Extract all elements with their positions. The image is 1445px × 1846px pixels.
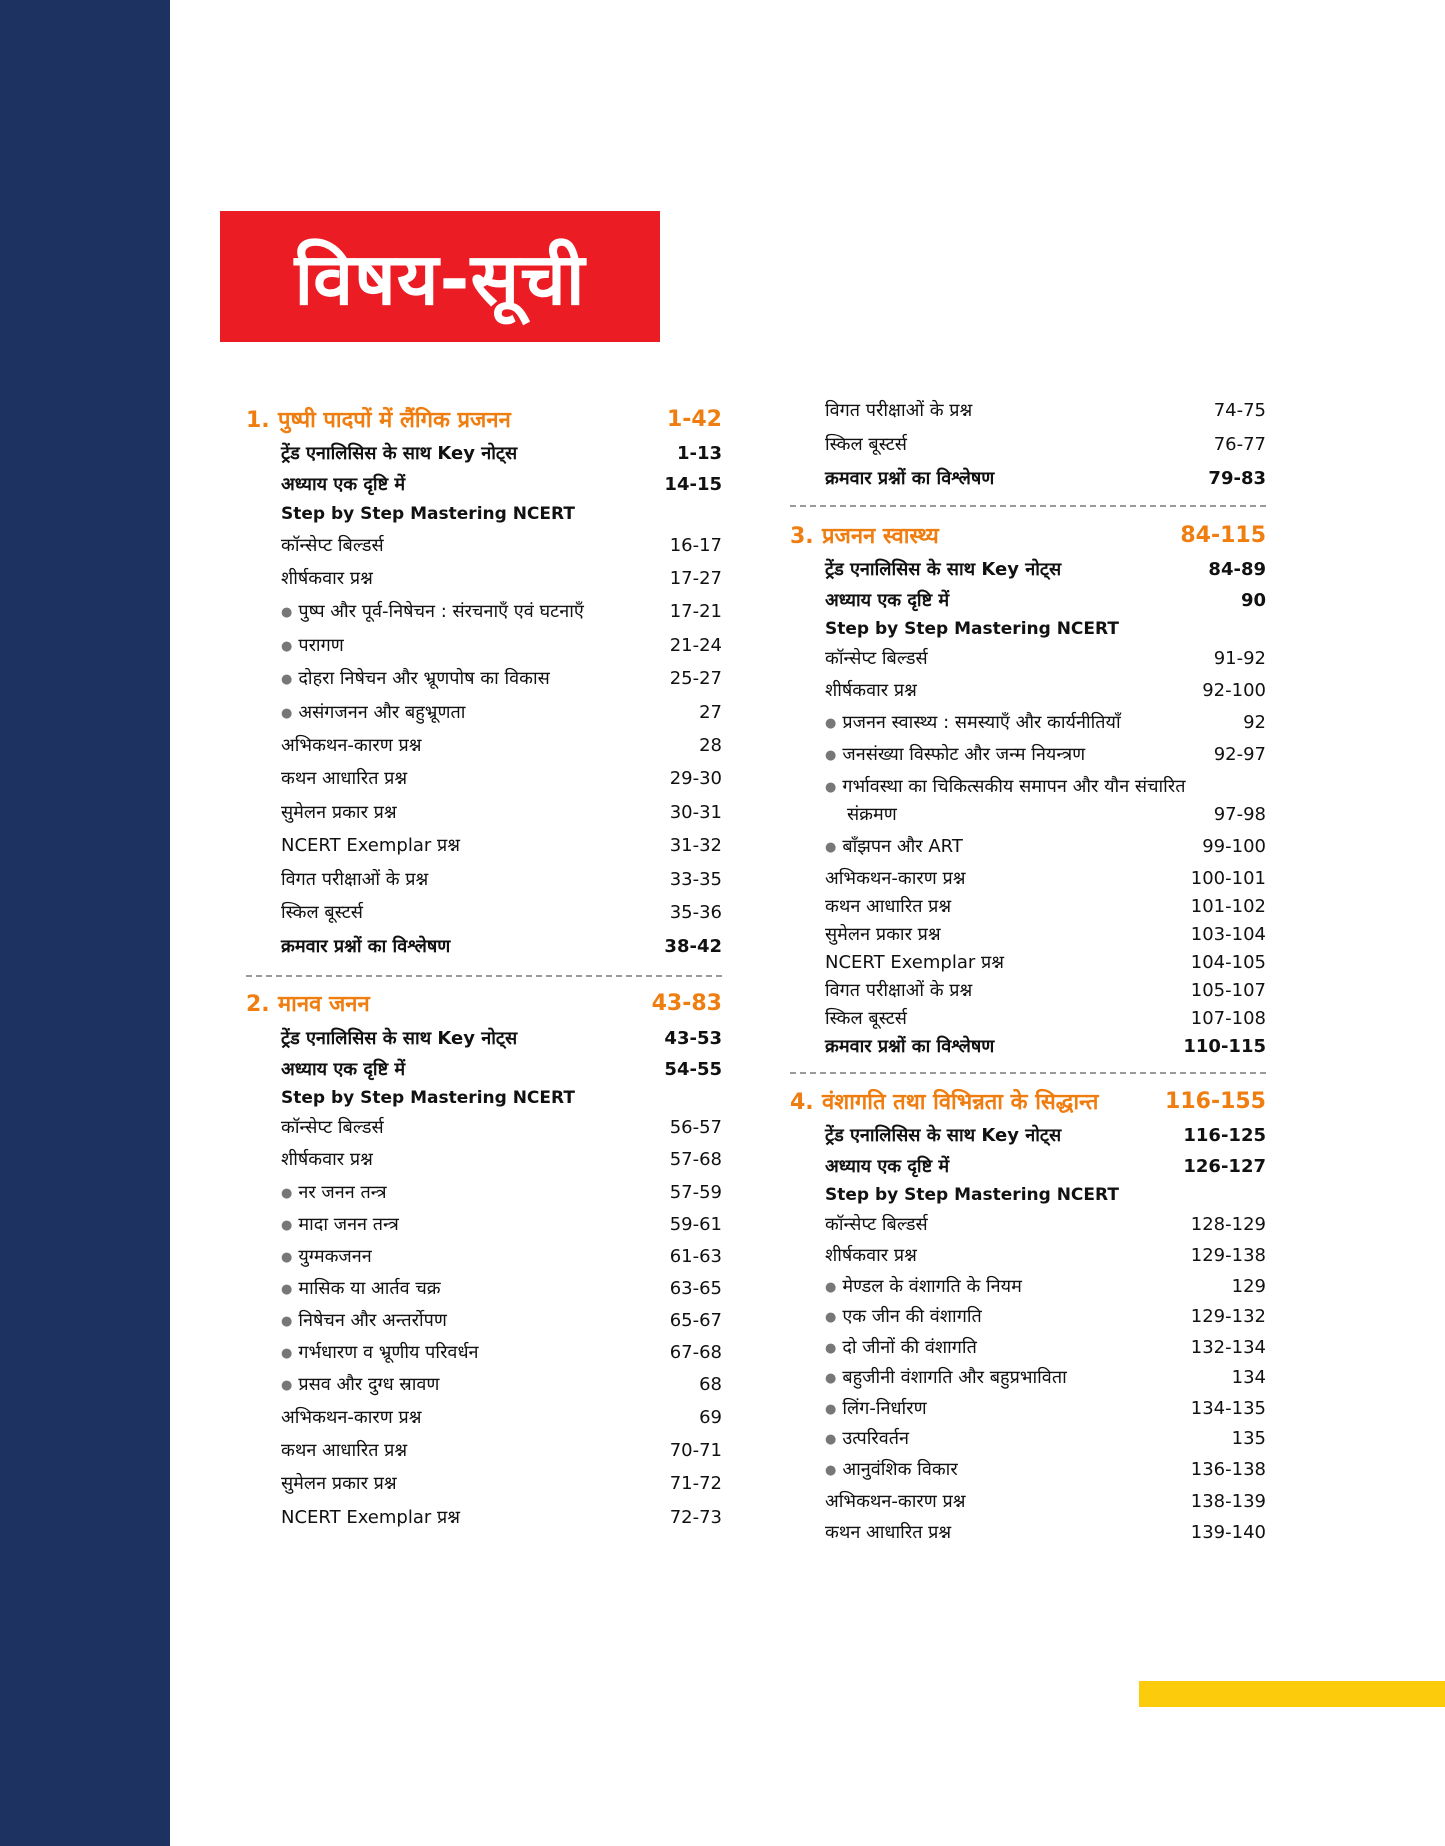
bullet-icon: ● (825, 1401, 837, 1417)
toc-topic[interactable]: ● युग्मकजनन 61-63 (281, 1245, 722, 1267)
toc-entry[interactable]: स्किल बूस्टर्स 107-108 (825, 1007, 1266, 1029)
section-divider (246, 975, 722, 977)
decorative-yellow-bar (1139, 1681, 1445, 1707)
chapter-title: पुष्पी पादपों में लैंगिक प्रजनन (278, 408, 511, 433)
toc-topic[interactable]: ● मादा जनन तन्त्र 59-61 (281, 1213, 722, 1235)
toc-topic[interactable]: ● गर्भावस्था का चिकित्सकीय समापन और यौन संचारित (825, 776, 1186, 797)
toc-entry[interactable]: NCERT Exemplar प्रश्न 31-32 (281, 834, 722, 856)
toc-entry[interactable]: ट्रेंड एनालिसिस के साथ Key नोट्स 84-89 (825, 558, 1266, 580)
bullet-icon: ● (281, 1217, 293, 1233)
bullet-icon: ● (825, 839, 837, 855)
toc-entry[interactable]: NCERT Exemplar प्रश्न 104-105 (825, 951, 1266, 973)
chapter-title: मानव जनन (278, 992, 370, 1017)
toc-entry[interactable]: कॉन्सेप्ट बिल्डर्स 16-17 (281, 534, 722, 556)
toc-entry[interactable]: कथन आधारित प्रश्न 139-140 (825, 1521, 1266, 1543)
toc-entry[interactable]: विगत परीक्षाओं के प्रश्न 105-107 (825, 979, 1266, 1001)
bullet-icon: ● (825, 1431, 837, 1447)
bullet-icon: ● (281, 1313, 293, 1329)
chapter-1-heading[interactable]: 1. पुष्पी पादपों में लैंगिक प्रजनन 1-42 (246, 406, 722, 433)
toc-entry[interactable]: शीर्षकवार प्रश्न 129-138 (825, 1244, 1266, 1266)
toc-entry[interactable]: कथन आधारित प्रश्न 70-71 (281, 1439, 722, 1461)
toc-entry[interactable]: क्रमवार प्रश्नों का विश्लेषण 79-83 (825, 467, 1266, 489)
page-title: विषय-सूची (294, 236, 586, 321)
bullet-icon: ● (825, 1309, 837, 1325)
toc-entry[interactable]: स्किल बूस्टर्स 35-36 (281, 901, 722, 923)
toc-entry[interactable]: ट्रेंड एनालिसिस के साथ Key नोट्स 43-53 (281, 1027, 722, 1049)
chapter-2-heading[interactable]: 2. मानव जनन 43-83 (246, 990, 722, 1017)
toc-entry[interactable]: शीर्षकवार प्रश्न 17-27 (281, 567, 722, 589)
toc-entry[interactable]: कथन आधारित प्रश्न 101-102 (825, 895, 1266, 917)
bullet-icon: ● (825, 747, 837, 763)
toc-entry[interactable]: क्रमवार प्रश्नों का विश्लेषण 38-42 (281, 935, 722, 957)
toc-entry[interactable]: कॉन्सेप्ट बिल्डर्स 91-92 (825, 647, 1266, 669)
section-divider (790, 1072, 1266, 1074)
toc-entry[interactable]: शीर्षकवार प्रश्न 92-100 (825, 679, 1266, 701)
bullet-icon: ● (281, 1345, 293, 1361)
chapter-pages: 84-115 (1180, 522, 1266, 548)
bullet-icon: ● (825, 1340, 837, 1356)
bullet-icon: ● (825, 779, 837, 795)
section-divider (790, 505, 1266, 507)
toc-entry[interactable]: NCERT Exemplar प्रश्न 72-73 (281, 1506, 722, 1528)
toc-entry[interactable]: सुमेलन प्रकार प्रश्न 30-31 (281, 801, 722, 823)
bullet-icon: ● (281, 1249, 293, 1265)
chapter-4-heading[interactable]: 4. वंशागति तथा विभिन्नता के सिद्धान्त 116-155 (790, 1088, 1266, 1115)
toc-topic[interactable]: ● निषेचन और अन्तर्रोपण 65-67 (281, 1309, 722, 1331)
toc-topic[interactable]: ● बहुजीनी वंशागति और बहुप्रभाविता 134 (825, 1366, 1266, 1388)
bullet-icon: ● (281, 705, 293, 721)
bullet-icon: ● (281, 1281, 293, 1297)
toc-topic[interactable]: ● लिंग-निर्धारण 134-135 (825, 1397, 1266, 1419)
toc-entry[interactable]: अभिकथन-कारण प्रश्न 100-101 (825, 867, 1266, 889)
toc-topic[interactable]: ● दो जीनों की वंशागति 132-134 (825, 1336, 1266, 1358)
toc-topic[interactable]: ● प्रसव और दुग्ध स्रावण 68 (281, 1373, 722, 1395)
toc-entry[interactable]: शीर्षकवार प्रश्न 57-68 (281, 1148, 722, 1170)
chapter-pages: 43-83 (651, 990, 722, 1016)
chapter-3-heading[interactable]: 3. प्रजनन स्वास्थ्य 84-115 (790, 522, 1266, 549)
toc-entry[interactable]: ट्रेंड एनालिसिस के साथ Key नोट्स 116-125 (825, 1124, 1266, 1146)
bullet-icon: ● (281, 671, 293, 687)
chapter-pages: 1-42 (666, 406, 722, 432)
toc-topic[interactable]: ● बाँझपन और ART 99-100 (825, 835, 1266, 857)
toc-subheading: Step by Step Mastering NCERT (281, 504, 575, 524)
toc-topic[interactable]: ● दोहरा निषेचन और भ्रूणपोष का विकास 25-27 (281, 667, 722, 689)
toc-entry[interactable]: सुमेलन प्रकार प्रश्न 103-104 (825, 923, 1266, 945)
toc-topic[interactable]: ● प्रजनन स्वास्थ्य : समस्याएँ और कार्यनीतियाँ 92 (825, 711, 1266, 733)
toc-subheading: Step by Step Mastering NCERT (281, 1088, 575, 1108)
toc-topic[interactable]: ● असंगजनन और बहुभ्रूणता 27 (281, 701, 722, 723)
toc-entry[interactable]: विगत परीक्षाओं के प्रश्न 33-35 (281, 868, 722, 890)
toc-topic[interactable]: ● परागण 21-24 (281, 634, 722, 656)
toc-entry[interactable]: स्किल बूस्टर्स 76-77 (825, 433, 1266, 455)
toc-entry[interactable]: अभिकथन-कारण प्रश्न 69 (281, 1406, 722, 1428)
toc-topic[interactable]: ● उत्परिवर्तन 135 (825, 1427, 1266, 1449)
chapter-pages: 116-155 (1165, 1088, 1266, 1114)
toc-entry[interactable]: कथन आधारित प्रश्न 29-30 (281, 767, 722, 789)
toc-subheading: Step by Step Mastering NCERT (825, 619, 1119, 639)
toc-entry[interactable]: क्रमवार प्रश्नों का विश्लेषण 110-115 (825, 1035, 1266, 1057)
chapter-title: प्रजनन स्वास्थ्य (822, 524, 939, 549)
toc-entry[interactable]: अध्याय एक दृष्टि में 14-15 (281, 473, 722, 495)
toc-topic-continuation[interactable]: संक्रमण 97-98 (847, 803, 1266, 825)
toc-entry[interactable]: विगत परीक्षाओं के प्रश्न 74-75 (825, 399, 1266, 421)
toc-topic[interactable]: ● मासिक या आर्तव चक्र 63-65 (281, 1277, 722, 1299)
toc-topic[interactable]: ● जनसंख्या विस्फोट और जन्म नियन्त्रण 92-97 (825, 743, 1266, 765)
toc-entry[interactable]: कॉन्सेप्ट बिल्डर्स 128-129 (825, 1213, 1266, 1235)
toc-subheading: Step by Step Mastering NCERT (825, 1185, 1119, 1205)
bullet-icon: ● (825, 1279, 837, 1295)
chapter-title: वंशागति तथा विभिन्नता के सिद्धान्त (822, 1090, 1099, 1115)
bullet-icon: ● (281, 604, 293, 620)
bullet-icon: ● (825, 1370, 837, 1386)
toc-entry[interactable]: अध्याय एक दृष्टि में 90 (825, 589, 1266, 611)
bullet-icon: ● (281, 1185, 293, 1201)
bullet-icon: ● (825, 1462, 837, 1478)
toc-topic[interactable]: ● मेण्डल के वंशागति के नियम 129 (825, 1275, 1266, 1297)
left-sidebar-band (0, 0, 170, 1846)
title-banner (220, 211, 660, 342)
toc-topic[interactable]: ● गर्भधारण व भ्रूणीय परिवर्धन 67-68 (281, 1341, 722, 1363)
bullet-icon: ● (281, 638, 293, 654)
toc-entry[interactable]: कॉन्सेप्ट बिल्डर्स 56-57 (281, 1116, 722, 1138)
toc-entry[interactable]: सुमेलन प्रकार प्रश्न 71-72 (281, 1472, 722, 1494)
bullet-icon: ● (825, 715, 837, 731)
toc-topic[interactable]: ● आनुवंशिक विकार 136-138 (825, 1458, 1266, 1480)
toc-topic[interactable]: ● एक जीन की वंशागति 129-132 (825, 1305, 1266, 1327)
toc-topic[interactable]: ● नर जनन तन्त्र 57-59 (281, 1181, 722, 1203)
toc-entry[interactable]: अध्याय एक दृष्टि में 126-127 (825, 1155, 1266, 1177)
toc-entry[interactable]: अभिकथन-कारण प्रश्न 28 (281, 734, 722, 756)
toc-topic[interactable]: ● पुष्प और पूर्व-निषेचन : संरचनाएँ एवं घटनाएँ 17-21 (281, 600, 722, 622)
toc-entry[interactable]: अभिकथन-कारण प्रश्न 138-139 (825, 1490, 1266, 1512)
toc-entry[interactable]: अध्याय एक दृष्टि में 54-55 (281, 1058, 722, 1080)
bullet-icon: ● (281, 1377, 293, 1393)
toc-entry[interactable]: ट्रेंड एनालिसिस के साथ Key नोट्स 1-13 (281, 442, 722, 464)
